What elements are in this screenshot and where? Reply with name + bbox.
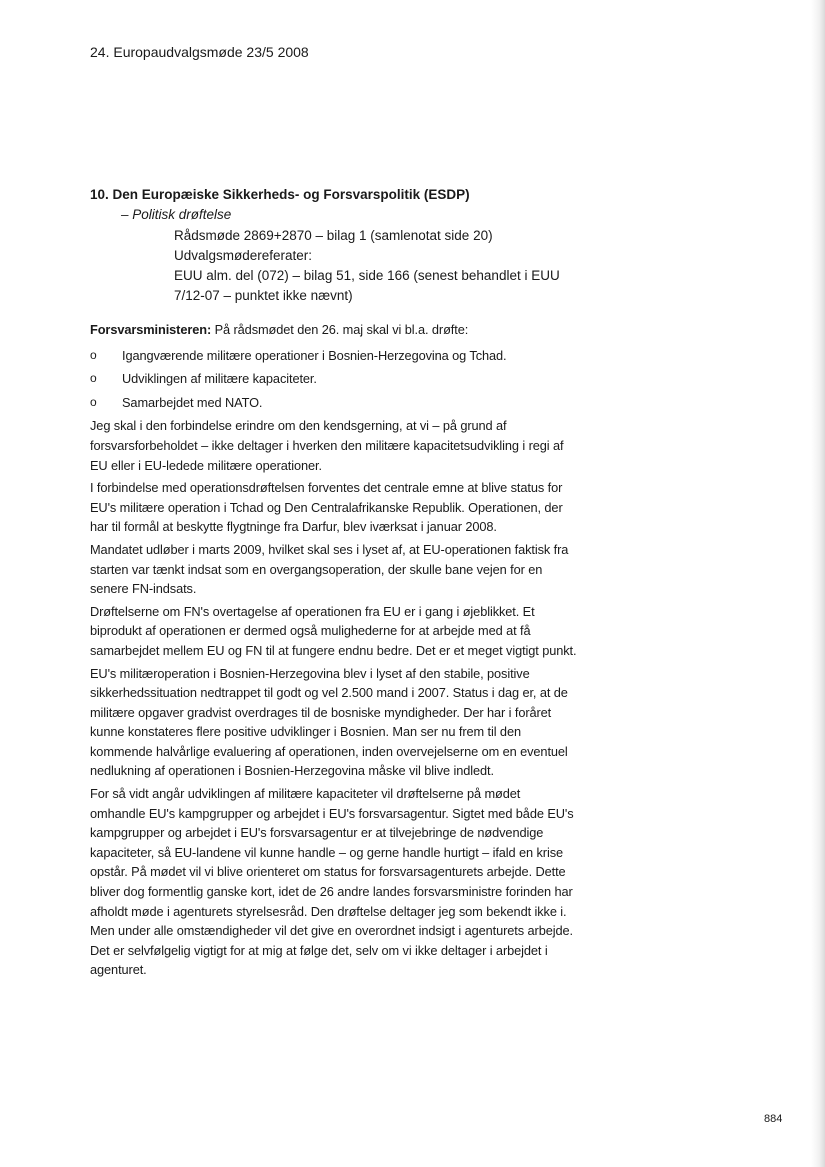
circle-bullet-icon: o xyxy=(90,371,97,386)
paragraph: EU's militæroperation i Bosnien-Herzegovina blev i lyset af den stabile, positive sikkerhedssituation nedtrappet til godt og vel 2.500 mand i 2007. Status i dag er, at de militære opgaver gradvist overdrages til de bosniske myndigheder. Der har i foråret kunne konstateres flere positive udviklinger i Bosnien. Man ser nu frem til den kommende halvårlige evaluering af operationen, inden overvejelserne om en eventuel nedlukning af operationen i Bosnien-Herzegovina måske vil blive indledt. xyxy=(90,665,568,779)
reference-line: Udvalgsmødereferater: xyxy=(174,248,313,263)
circle-bullet-icon: o xyxy=(90,347,97,362)
paragraph: Mandatet udløber i marts 2009, hvilket skal ses i lyset af, at EU-operationen faktisk fra starten var tænkt indsat som en overgangsoperation, der skulle bane vejen for en senere FN-indsats. xyxy=(90,541,569,597)
speaker-name: Forsvarsministeren: xyxy=(90,322,212,337)
list-item xyxy=(90,369,578,389)
speaker-intro xyxy=(90,320,578,340)
list-item xyxy=(90,346,578,366)
list-item-text: Udviklingen af militære kapaciteter. xyxy=(122,371,317,387)
agenda-item-subtitle: – Politisk drøftelse xyxy=(121,207,232,222)
body-text xyxy=(90,320,578,983)
reference-line: 7/12-07 – punktet ikke nævnt) xyxy=(174,288,353,303)
list-item-text: Igangværende militære operationer i Bosnien-Herzegovina og Tchad. xyxy=(122,347,507,363)
paragraph: Jeg skal i den forbindelse erindre om den kendsgerning, at vi – på grund af forsvarsforbeholdet – ikke deltager i hverken den militære kapacitetsudvikling i regi af EU eller i EU-ledede militære operationer. xyxy=(90,418,564,473)
page-number: 884 xyxy=(764,1113,783,1125)
bullet-list xyxy=(90,346,578,413)
paragraph: Drøftelserne om FN's overtagelse af operationen fra EU er i gang i øjeblikket. Et biprodukt af operationen er dermed også mulighederne for at arbejde med at få samarbejdet mellem EU og FN til at fungere endnu bedre. Det er et meget vigtigt punkt. xyxy=(90,603,577,658)
paragraph: I forbindelse med operationsdrøftelsen forventes det centrale emne at blive status for EU's militære operation i Tchad og Den Centralafrikanske Republik. Operationen, der har til formål at beskytte flygtninge fra Darfur, blev iværksat i januar 2008. xyxy=(90,480,563,535)
reference-line: Rådsmøde 2869+2870 – bilag 1 (samlenotat side 20) xyxy=(174,228,493,243)
paragraph: For så vidt angår udviklingen af militære kapaciteter vil drøftelserne på mødet omhandle EU's kampgrupper og arbejdet i EU's forsvarsagentur. Sigtet med både EU's kampgrupper og arbejdet i EU's forsvarsagentur er at tilvejebringe de nødvendige kapaciteter, så EU-landene vil kunne handle – og gerne handle hurtigt – ifald en krise opstår. På mødet vil vi blive orienteret om status for forsvarsagenturets arbejde. Dette bliver dog formentlig ganske kort, idet de 26 andre landes forsvarsministre forinden har afholdt møde i agenturets styrelsesråd. Den drøftelse deltager jeg som bekendt ikke i. Men under alle omstændigheder vil det give en overordnet indsigt i agenturets arbejde. Det er selvfølgelig vigtigt for at mig at følge det, selv om vi ikke deltager i arbejdet i agenturet. xyxy=(90,786,574,978)
reference-line: EUU alm. del (072) – bilag 51, side 166 (senest behandlet i EUU xyxy=(174,268,560,283)
speaker-intro-text: På rådsmødet den 26. maj skal vi bl.a. drøfte: xyxy=(211,322,469,337)
list-item xyxy=(90,393,578,413)
scan-edge xyxy=(811,0,825,1167)
reference-block xyxy=(174,226,594,306)
circle-bullet-icon: o xyxy=(90,394,97,409)
agenda-item-title: 10. Den Europæiske Sikkerheds- og Forsvarspolitik (ESDP) xyxy=(90,187,470,202)
page-header: 24. Europaudvalgsmøde 23/5 2008 xyxy=(90,44,309,60)
list-item-text: Samarbejdet med NATO. xyxy=(122,394,263,410)
